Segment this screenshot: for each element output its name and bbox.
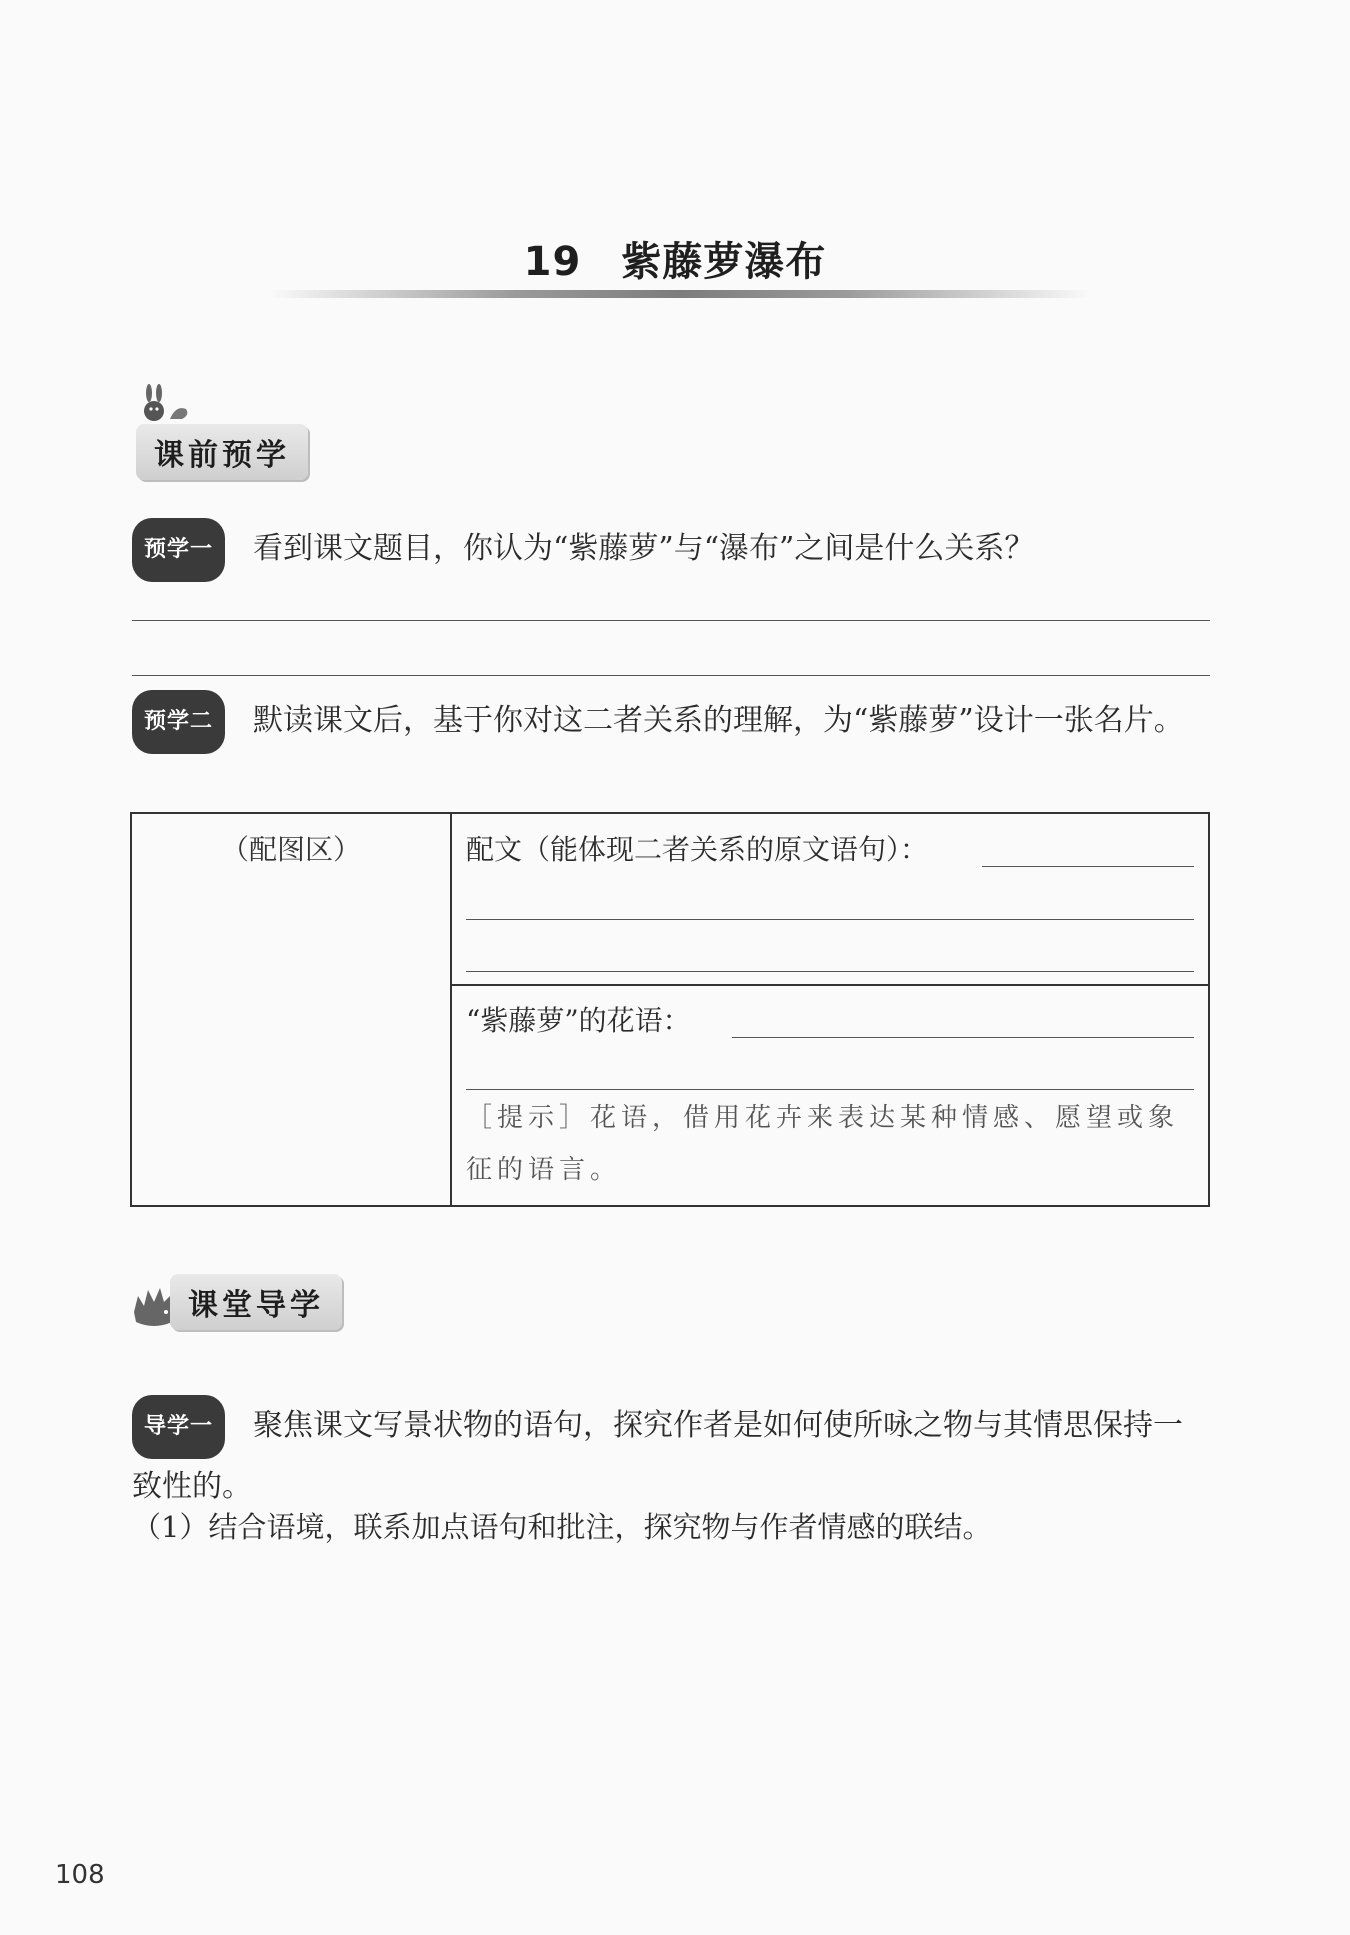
question-tag-1: 预学一: [132, 518, 225, 582]
name-card-table: [130, 812, 1210, 1207]
caption-block: [452, 814, 1208, 986]
question-2-text: 默读课文后，基于你对这二者关系的理解，为“紫藤萝”设计一张名片。: [253, 703, 1184, 738]
page-number: 108: [55, 1860, 105, 1890]
title-underline: [270, 290, 1090, 298]
question-3: [132, 1395, 1210, 1515]
flower-language-label: “紫藤萝”的花语：: [466, 1004, 691, 1037]
question-2: [132, 690, 1210, 754]
question-tag-3: 导学一: [132, 1395, 225, 1459]
lesson-number: 19: [523, 239, 582, 285]
flower-language-line-2[interactable]: [466, 1089, 1194, 1090]
card-text-area: [452, 814, 1208, 1205]
question-3-text: 聚焦课文写景状物的语句，探究作者是如何使所咏之物与其情思保持一致性的。: [132, 1408, 1184, 1504]
caption-line-2[interactable]: [466, 919, 1194, 920]
image-area[interactable]: [132, 814, 452, 1205]
answer-line-1[interactable]: [132, 620, 1210, 621]
flower-language-line-1[interactable]: [732, 1037, 1194, 1038]
question-1-text: 看到课文题目，你认为“紫藤萝”与“瀑布”之间是什么关系？: [253, 531, 1035, 566]
caption-line-1[interactable]: [982, 866, 1194, 867]
lesson-name: 紫藤萝瀑布: [621, 239, 827, 285]
lesson-title: [0, 230, 1350, 287]
answer-line-2[interactable]: [132, 675, 1210, 676]
hint-text: ［提示］花语，借用花卉来表达某种情感、愿望或象征的语言。: [466, 1103, 1180, 1185]
caption-line-3[interactable]: [466, 971, 1194, 972]
question-tag-2: 预学二: [132, 690, 225, 754]
section-label-preview: 课前预学: [136, 424, 308, 480]
section-header-preview: [136, 424, 308, 480]
caption-label: 配文（能体现二者关系的原文语句）：: [466, 833, 929, 866]
image-area-label: （配图区）: [220, 833, 361, 866]
section-label-classroom: 课堂导学: [170, 1274, 342, 1330]
sub-question-1: （1）结合语境，联系加点语句和批注，探究物与作者情感的联结。: [132, 1510, 992, 1544]
rabbit-mascot-icon: [140, 383, 192, 427]
question-1: [132, 518, 1210, 582]
section-header-classroom: [170, 1274, 342, 1330]
